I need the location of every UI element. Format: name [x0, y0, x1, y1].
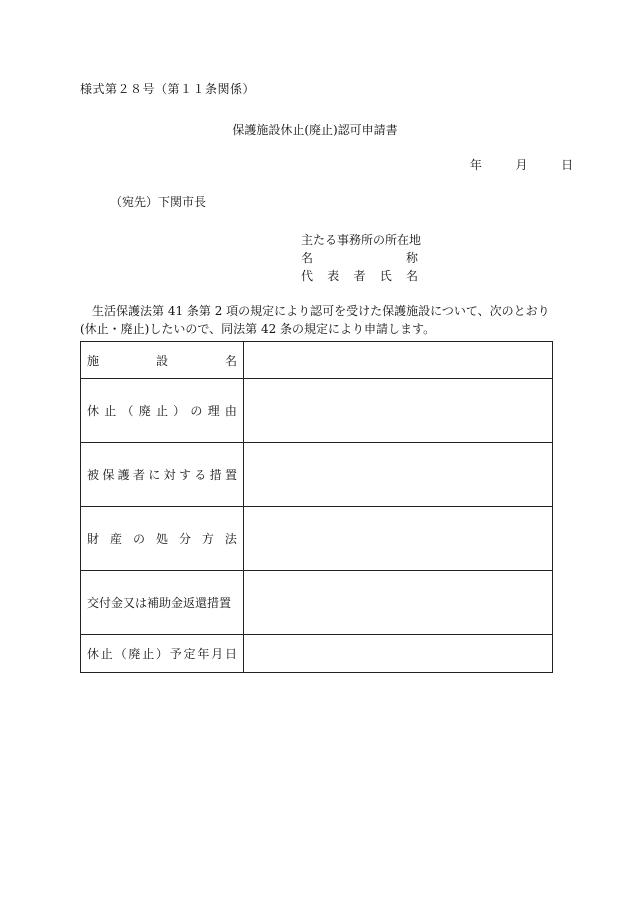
row-value-cell[interactable]: [244, 443, 553, 507]
row-label-cell: [81, 342, 244, 379]
row-label-char: 護: [117, 468, 130, 482]
row-label-char: す: [178, 468, 191, 482]
row-label-char: 置: [224, 468, 237, 482]
table-row: [81, 342, 553, 379]
row-value-cell[interactable]: [244, 571, 553, 635]
row-label-char: 年: [197, 647, 210, 661]
applicant-representative-label: [301, 267, 418, 285]
row-label-char: 産: [109, 532, 122, 546]
row-label-char: 方: [201, 532, 214, 546]
table-row: [81, 571, 553, 635]
row-label-char: 休: [87, 647, 100, 661]
name-label-char: 称: [405, 251, 418, 265]
row-label-char: 交付金又は補助金返還措置: [87, 596, 232, 610]
table-row: [81, 443, 553, 507]
row-value-cell[interactable]: [244, 635, 553, 673]
row-label-char: 被: [87, 468, 100, 482]
row-value-cell[interactable]: [244, 342, 553, 379]
row-label-char: 法: [224, 532, 237, 546]
row-label-char: る: [194, 468, 207, 482]
row-label-char: 由: [224, 404, 237, 418]
row-label-char: （: [121, 404, 134, 418]
row-label-cell: [81, 635, 244, 673]
row-label: [81, 402, 243, 419]
document-title: 保護施設休止(廃止)認可申請書: [232, 123, 398, 137]
row-label: [81, 352, 243, 369]
addressee: （宛先）下関市長: [110, 195, 207, 209]
day-label: 日: [561, 158, 574, 172]
table-row: [81, 635, 553, 673]
row-value-cell[interactable]: [244, 507, 553, 571]
rep-label-char: 表: [327, 269, 340, 283]
rep-label-char: 名: [405, 269, 418, 283]
row-label-char: 名: [224, 353, 237, 368]
row-label-char: 設: [155, 353, 168, 368]
rep-label-char: 氏: [379, 269, 392, 283]
row-label-cell: [81, 507, 244, 571]
row-label-char: 廃: [138, 404, 151, 418]
table-row: [81, 507, 553, 571]
row-label-char: 対: [163, 468, 176, 482]
row-label-char: の: [132, 532, 145, 546]
row-label-char: 日: [224, 647, 237, 661]
form-number: 様式第２８号（第１１条関係）: [80, 82, 256, 96]
row-label-char: （: [114, 647, 127, 661]
name-label-char: 名: [301, 251, 314, 265]
month-label: 月: [515, 158, 528, 172]
rep-label-char: 代: [301, 269, 314, 283]
row-label-char: 廃: [128, 647, 141, 661]
row-label-char: ）: [173, 404, 186, 418]
row-label-char: 理: [207, 404, 220, 418]
row-label-cell: [81, 443, 244, 507]
row-label-cell: [81, 379, 244, 443]
row-label-char: 止: [100, 647, 113, 661]
applicant-address-label: 主たる事務所の所在地: [301, 233, 422, 247]
row-label-char: 措: [209, 468, 222, 482]
row-label: [81, 530, 243, 547]
row-label-char: 止: [155, 404, 168, 418]
row-value-cell[interactable]: [244, 379, 553, 443]
row-label-char: の: [190, 404, 203, 418]
rep-label-char: 者: [353, 269, 366, 283]
table-row: [81, 379, 553, 443]
row-label-char: 止: [142, 647, 155, 661]
year-label: 年: [469, 158, 482, 172]
row-label-char: に: [148, 468, 161, 482]
application-table: [80, 341, 553, 673]
row-label-char: 処: [155, 532, 168, 546]
row-label-cell: [81, 571, 244, 635]
row-label-char: 定: [183, 647, 196, 661]
date-line: [440, 156, 573, 173]
applicant-block: [301, 231, 422, 285]
row-label-char: 施: [87, 353, 100, 368]
applicant-name-label: [301, 249, 418, 267]
row-label-char: 休: [87, 404, 100, 418]
row-label-char: 止: [104, 404, 117, 418]
row-label-char: 予: [169, 647, 182, 661]
row-label-char: 保: [102, 468, 115, 482]
row-label-char: 財: [87, 532, 100, 546]
row-label-char: ）: [155, 647, 168, 661]
row-label-char: 者: [132, 468, 145, 482]
row-label: [81, 594, 243, 611]
row-label-char: 分: [178, 532, 191, 546]
body-text: 生活保護法第 41 条第 2 項の規定により認可を受けた保護施設について、次のとおり(休止・廃止)したいので、同法第 42 条の規定により申請します。: [80, 304, 550, 336]
row-label-char: 月: [211, 647, 224, 661]
row-label: [81, 645, 243, 662]
row-label: [81, 466, 243, 483]
